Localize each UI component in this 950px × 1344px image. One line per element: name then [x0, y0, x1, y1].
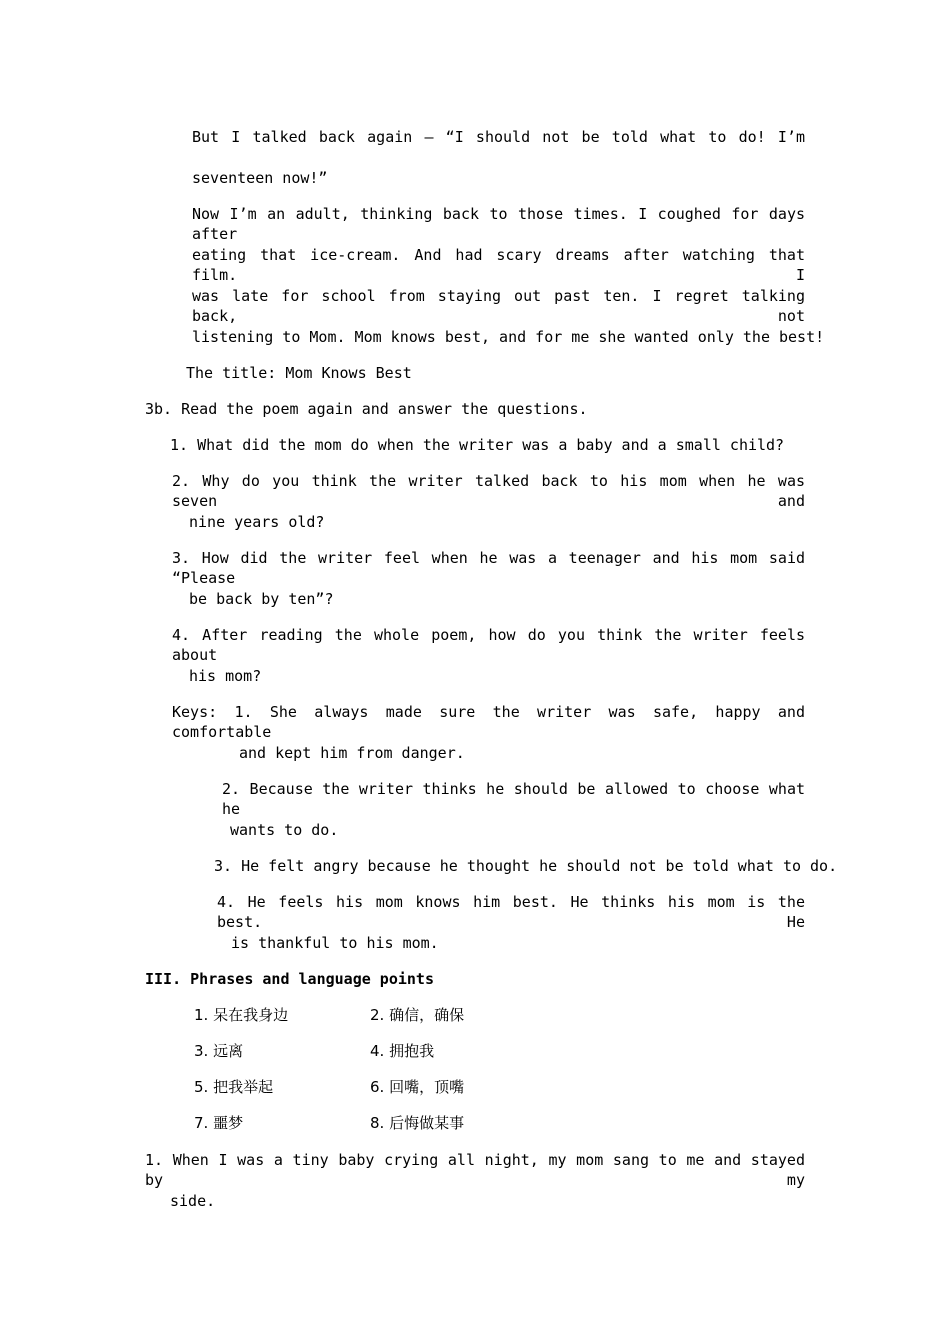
key-4-cont: is thankful to his mom.	[231, 934, 439, 952]
key-1-cont: and kept him from danger.	[239, 744, 465, 762]
question-2: 2. Why do you think the writer talked back to his mom when he was seven and	[172, 472, 805, 510]
phrase-item: 7. 噩梦	[194, 1114, 244, 1132]
question-3: 3. How did the writer feel when he was a teenager and his mom said “Please	[172, 549, 805, 587]
phrase-item: 1. 呆在我身边	[194, 1006, 289, 1024]
question-4-cont: his mom?	[189, 667, 262, 685]
poem-line: But I talked back again — “I should not be told what to do! I’m	[192, 128, 805, 146]
poem-line: Now I’m an adult, thinking back to those times. I coughed for days after	[192, 205, 805, 243]
phrase-item: 6. 回嘴，顶嘴	[370, 1078, 465, 1096]
key-1: Keys: 1. She always made sure the writer was safe, happy and comfortable	[172, 703, 805, 741]
phrase-item: 2. 确信，确保	[370, 1006, 465, 1024]
phrase-item: 5. 把我举起	[194, 1078, 274, 1096]
section-3-heading: III. Phrases and language points	[145, 970, 434, 988]
question-3-cont: be back by ten”?	[189, 590, 334, 608]
question-4: 4. After reading the whole poem, how do you think the writer feels about	[172, 626, 805, 664]
key-2-cont: wants to do.	[230, 821, 339, 839]
key-3: 3. He felt angry because he thought he should not be told what to do.	[214, 857, 838, 875]
phrase-item: 3. 远离	[194, 1042, 244, 1060]
language-point-1-cont: side.	[170, 1192, 216, 1210]
poem-line: listening to Mom. Mom knows best, and for me she wanted only the best!	[192, 328, 825, 346]
language-point-1: 1. When I was a tiny baby crying all night, my mom sang to me and stayed by my	[145, 1151, 805, 1189]
phrase-item: 8. 后悔做某事	[370, 1114, 465, 1132]
section-3b-heading: 3b. Read the poem again and answer the questions.	[145, 400, 588, 418]
poem-line: eating that ice-cream. And had scary dreams after watching that film. I	[192, 246, 805, 284]
key-2: 2. Because the writer thinks he should be allowed to choose what he	[222, 780, 805, 818]
poem-line: was late for school from staying out past ten. I regret talking back, not	[192, 287, 805, 325]
question-1: 1. What did the mom do when the writer was a baby and a small child?	[170, 436, 785, 454]
phrase-item: 4. 拥抱我	[370, 1042, 435, 1060]
poem-line: seventeen now!”	[192, 169, 328, 187]
key-4: 4. He feels his mom knows him best. He thinks his mom is the best. He	[217, 893, 805, 931]
title-answer: The title: Mom Knows Best	[186, 364, 412, 382]
question-2-cont: nine years old?	[189, 513, 325, 531]
